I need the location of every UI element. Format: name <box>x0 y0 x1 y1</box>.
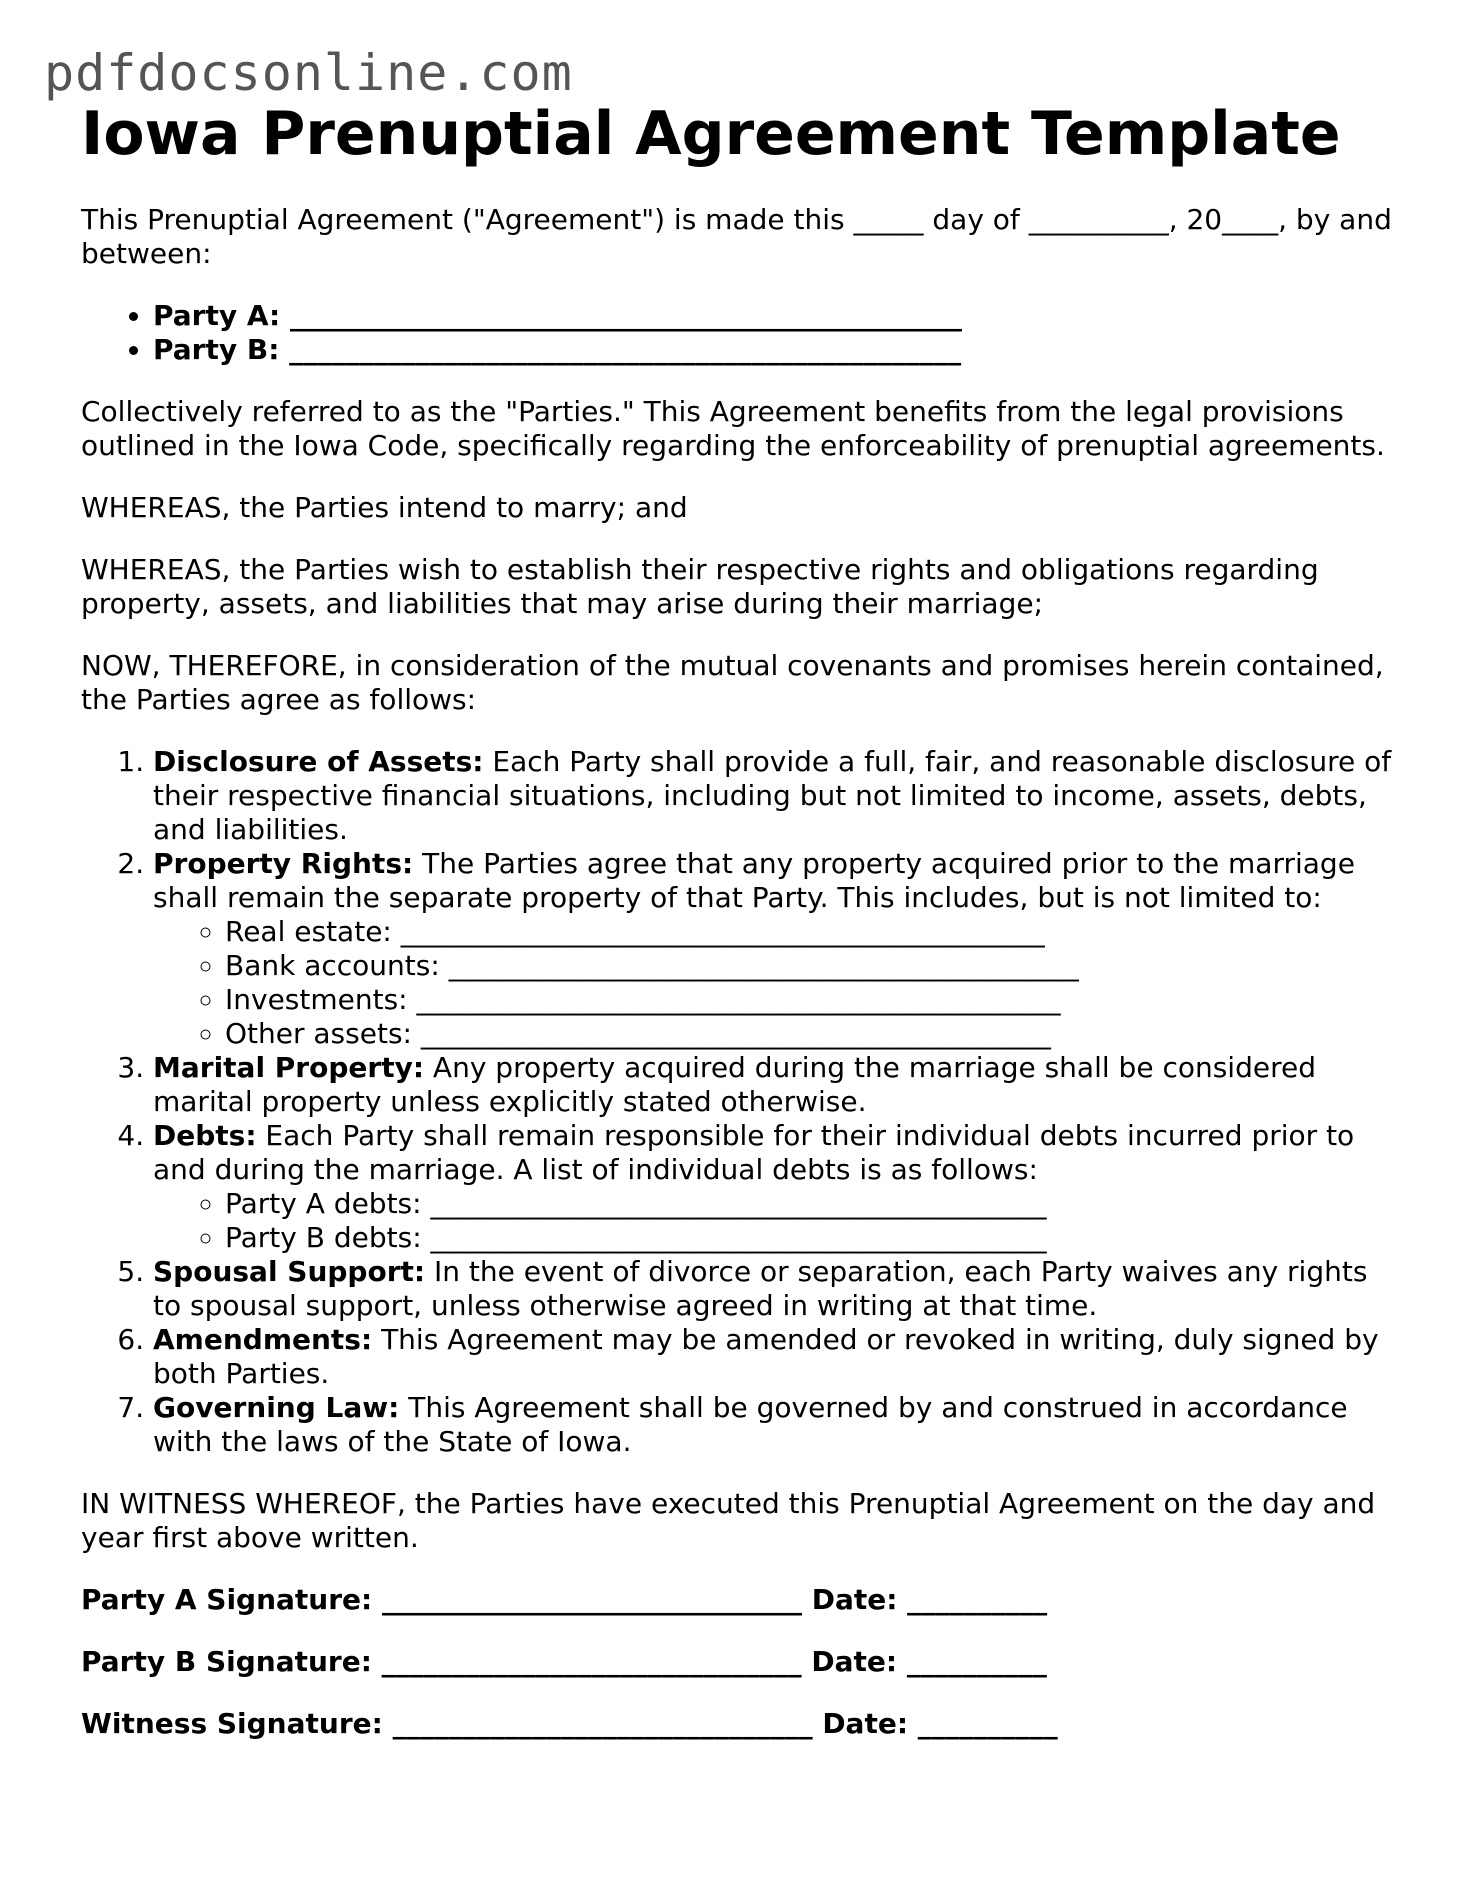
document-page <box>81 100 1401 1769</box>
whereas-paragraph-1: WHEREAS, the Parties intend to marry; and <box>81 491 688 524</box>
sub-item: ◦ Investments: ______________________________________________ <box>225 983 1401 1017</box>
term-text: Each Party shall remain responsible for their individual debts incurred prior to and during the marriage. A list of individual debts is as follows: <box>153 1119 1355 1186</box>
term-text: The Parties agree that any property acquired prior to the marriage shall remain the separate property of that Party. This includes, but is not limited to: <box>153 847 1355 914</box>
term-text: This Agreement may be amended or revoked in writing, duly signed by both Parties. <box>153 1323 1379 1390</box>
term-heading: Spousal Support: <box>153 1255 426 1288</box>
term-heading: Marital Property: <box>153 1051 425 1084</box>
term-item <box>153 1051 1401 1119</box>
term-item <box>153 1119 1401 1255</box>
term-text: Each Party shall provide a full, fair, and reasonable disclosure of their respective financial situations, including but not limited to income, assets, debts, and liabilities. <box>153 745 1392 846</box>
property-sublist <box>153 915 1401 1051</box>
term-item <box>153 1255 1401 1323</box>
term-text: This Agreement shall be governed by and construed in accordance with the laws of the State of Iowa. <box>153 1391 1348 1458</box>
witness-signature-line: Witness Signature: ______________________________ Date: __________ <box>81 1707 1058 1740</box>
sub-item: ◦ Party B debts: ____________________________________________ <box>225 1221 1401 1255</box>
term-text: Any property acquired during the marriage shall be considered marital property unless explicitly stated otherwise. <box>153 1051 1316 1118</box>
party-a-signature-line: Party A Signature: ______________________________ Date: __________ <box>81 1583 1048 1616</box>
witness-clause: IN WITNESS WHEREOF, the Parties have executed this Prenuptial Agreement on the day and year first above written. <box>81 1487 1376 1554</box>
party-b-signature-line: Party B Signature: ______________________________ Date: __________ <box>81 1645 1047 1678</box>
watermark: pdfdocsonline.com <box>44 44 573 102</box>
term-heading: Disclosure of Assets: <box>153 745 484 778</box>
party-a-blank: ________________________________________________ <box>290 299 962 332</box>
whereas-paragraph-2: WHEREAS, the Parties wish to establish their respective rights and obligations regarding property, assets, and liabilities that may arise during their marriage; <box>81 553 1319 620</box>
collectively-paragraph: Collectively referred to as the "Parties." This Agreement benefits from the legal provisions outlined in the Iowa Code, specifically regarding the enforceability of prenuptial agreements. <box>81 395 1385 462</box>
document-title: Iowa Prenuptial Agreement Template <box>81 99 1341 169</box>
parties-list <box>81 299 1401 367</box>
sub-item: ◦ Bank accounts: _____________________________________________ <box>225 949 1401 983</box>
term-heading: Property Rights: <box>153 847 414 880</box>
terms-list <box>81 745 1401 1459</box>
term-heading: Debts: <box>153 1119 257 1152</box>
party-a-item <box>153 299 1401 333</box>
party-a-label: Party A: <box>153 299 281 332</box>
term-item <box>153 1391 1401 1459</box>
term-heading: Amendments: <box>153 1323 373 1356</box>
sub-item: ◦ Real estate: ______________________________________________ <box>225 915 1401 949</box>
party-b-blank: ________________________________________________ <box>289 333 962 366</box>
term-item <box>153 1323 1401 1391</box>
sub-item: ◦ Party A debts: ____________________________________________ <box>225 1187 1401 1221</box>
term-item <box>153 847 1401 1051</box>
term-text: In the event of divorce or separation, each Party waives any rights to spousal support, unless otherwise agreed in writing at that time. <box>153 1255 1368 1322</box>
term-heading: Governing Law: <box>153 1391 400 1424</box>
term-item <box>153 745 1401 847</box>
intro-paragraph: This Prenuptial Agreement ("Agreement") is made this _____ day of __________, 20____, by and between: <box>81 203 1392 270</box>
now-therefore-paragraph: NOW, THEREFORE, in consideration of the mutual covenants and promises herein contained, the Parties agree as follows: <box>81 649 1384 716</box>
party-b-label: Party B: <box>153 333 280 366</box>
debts-sublist <box>153 1187 1401 1255</box>
party-b-item <box>153 333 1401 367</box>
sub-item: ◦ Other assets: _____________________________________________ <box>225 1017 1401 1051</box>
